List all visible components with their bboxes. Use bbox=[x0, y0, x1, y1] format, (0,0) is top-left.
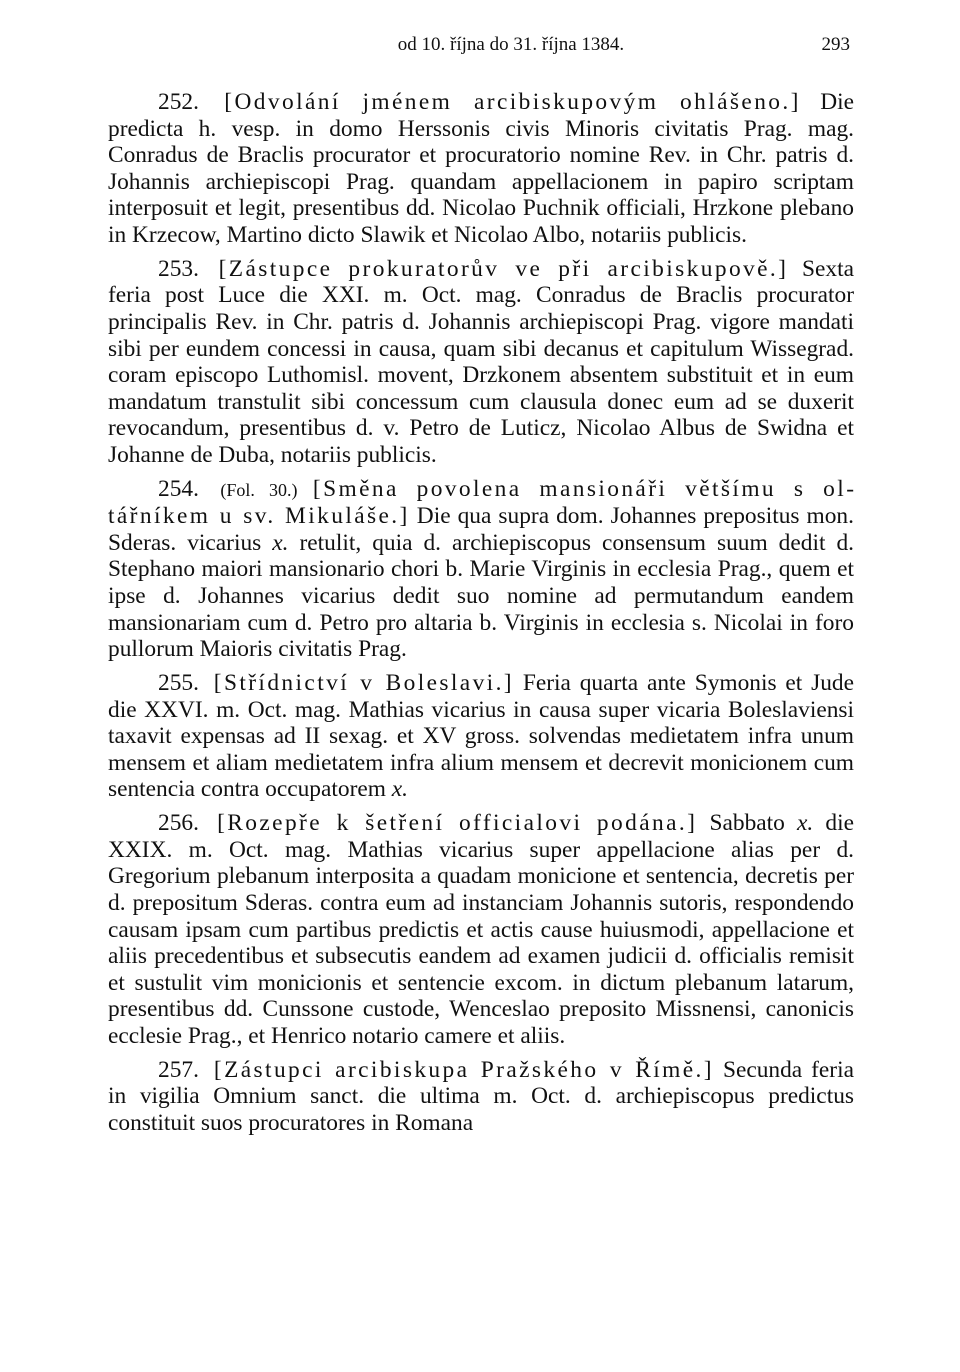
entry-257 bbox=[108, 1057, 854, 1137]
entry-text: retulit, quia d. archiepiscopus consensum suum dedit d. Stephano maiori mansionario chori b. Marie Virginis in ecclesia Prag., quem et ipse d. Johannes vicarius dedit suo nomine ad permutandum eandem mansionariam cum d. Petro pro altaria b. Virginis in ecclesia s. Nicolai in foro pullorum Maioris civitatis Prag. bbox=[108, 529, 854, 663]
page-number: 293 bbox=[821, 34, 850, 55]
entry-text: die XXIX. m. Oct. mag. Mathias vicarius super appellacione alias per d. Gregorium plebanum interposita a quadam monicione et sentencia, decretis per d. prepositum Sderas. contra eum ad instanciam Johannis sutoris, respondendo causam ipsam cum partibus predictis et actis cause huiusmodi, appellacione et aliis precedentibus et subsecutis eandem ad examen judicii d. officialis remisit et sustulit vim monicionis et sentencie excom. in dictum plebanum latarum, presentibus dd. Cunssone custode, Wenceslao preposito Missnensi, canonicis ecclesie Prag., et Henrico notario camere et aliis. bbox=[108, 810, 854, 1049]
entry-253 bbox=[108, 256, 854, 469]
entry-number: 257. bbox=[158, 1056, 199, 1083]
entry-number: 256. bbox=[158, 810, 199, 837]
entry-text: Feria quarta ante Symonis et Jude die XXVI. m. Oct. mag. Mathias vicarius in causa super vicaria Boleslaviensi taxavit expensas ad II sexag. et XV gross. solvendas medietatem infra unum mensem et aliam medietatem infra alium mensem et decrevit monicionem cum sentencia contra occupatorem bbox=[108, 670, 854, 803]
entry-number: 254. bbox=[158, 475, 199, 502]
entry-title: [Odvolání jménem arcibiskupovým ohlášeno.] bbox=[224, 89, 801, 115]
folio-marker: (Fol. 30.) bbox=[220, 479, 298, 500]
entry-number: 255. bbox=[158, 670, 199, 697]
entry-text: Die predicta h. vesp. in domo Herssonis civis Minoris civitatis Prag. mag. Conradus de Braclis procurator et procuratorio nomine Rev. in Chr. patris d. Johannis archiepiscopi Prag. quandam appellacionem in papiro scriptam interposuit et legit, presentibus dd. Nicolao Puchnik officiali, Hrzkone plebano in Krzecow, Martino dicto Slawik et Nicolao Albo, notariis publicis. bbox=[108, 89, 854, 248]
entry-254 bbox=[108, 476, 854, 663]
entry-number: 253. bbox=[158, 255, 199, 282]
body-text bbox=[108, 89, 854, 1137]
running-head-title: od 10. října do 31. října 1384. bbox=[397, 34, 625, 55]
document-page bbox=[108, 30, 854, 1144]
entry-title: [Směna povolena mansionáři většímu s oltářníkem u sv. Mikuláše.] bbox=[108, 475, 854, 530]
entry-255 bbox=[108, 670, 854, 803]
entry-text: Die qua supra dom. Johannes prepositus mon. Sderas. vicarius bbox=[108, 503, 854, 556]
entry-text: Secunda feria in vigilia Omnium sanct. die ultima m. Oct. d. archiepiscopus predictus constituit suos procuratores in Romana bbox=[108, 1056, 854, 1136]
entry-title: [Zástupci arcibiskupa Pražského v Římě.] bbox=[213, 1056, 714, 1083]
entry-title: [Střídnictví v Boleslavi.] bbox=[213, 670, 515, 697]
sigla: x. bbox=[272, 529, 289, 556]
entry-number: 252. bbox=[158, 89, 199, 115]
sigla: x. bbox=[797, 810, 814, 837]
entry-text: Sexta feria post Luce die XXI. m. Oct. mag. Conradus de Braclis procurator principalis Rev. in Chr. patris d. Johannis archiepiscopi Prag. vigore mandati sibi per eundem concessi in causa, quam sibi decanus et capitulum Wissegrad. coram episcopo Luthomisl. movent, Drzkonem absentem substituit et in eum mandatum transtulit sibi concessum cum clausula donec eum ad se duxerit revocandum, presentibus d. v. Petro de Luticz, Nicolao Albus de Swidna et Johanne de Duba, notariis publicis. bbox=[108, 255, 854, 468]
entry-252 bbox=[108, 89, 854, 249]
entry-256 bbox=[108, 810, 854, 1049]
entry-title: [Rozepře k šetření officialovi podána.] bbox=[217, 810, 698, 837]
sigla: x. bbox=[391, 776, 409, 803]
running-head bbox=[108, 30, 854, 60]
entry-text: Sabbato bbox=[709, 810, 798, 837]
entry-title: [Zástupce prokuratorův ve při arcibiskupově.] bbox=[218, 255, 789, 282]
